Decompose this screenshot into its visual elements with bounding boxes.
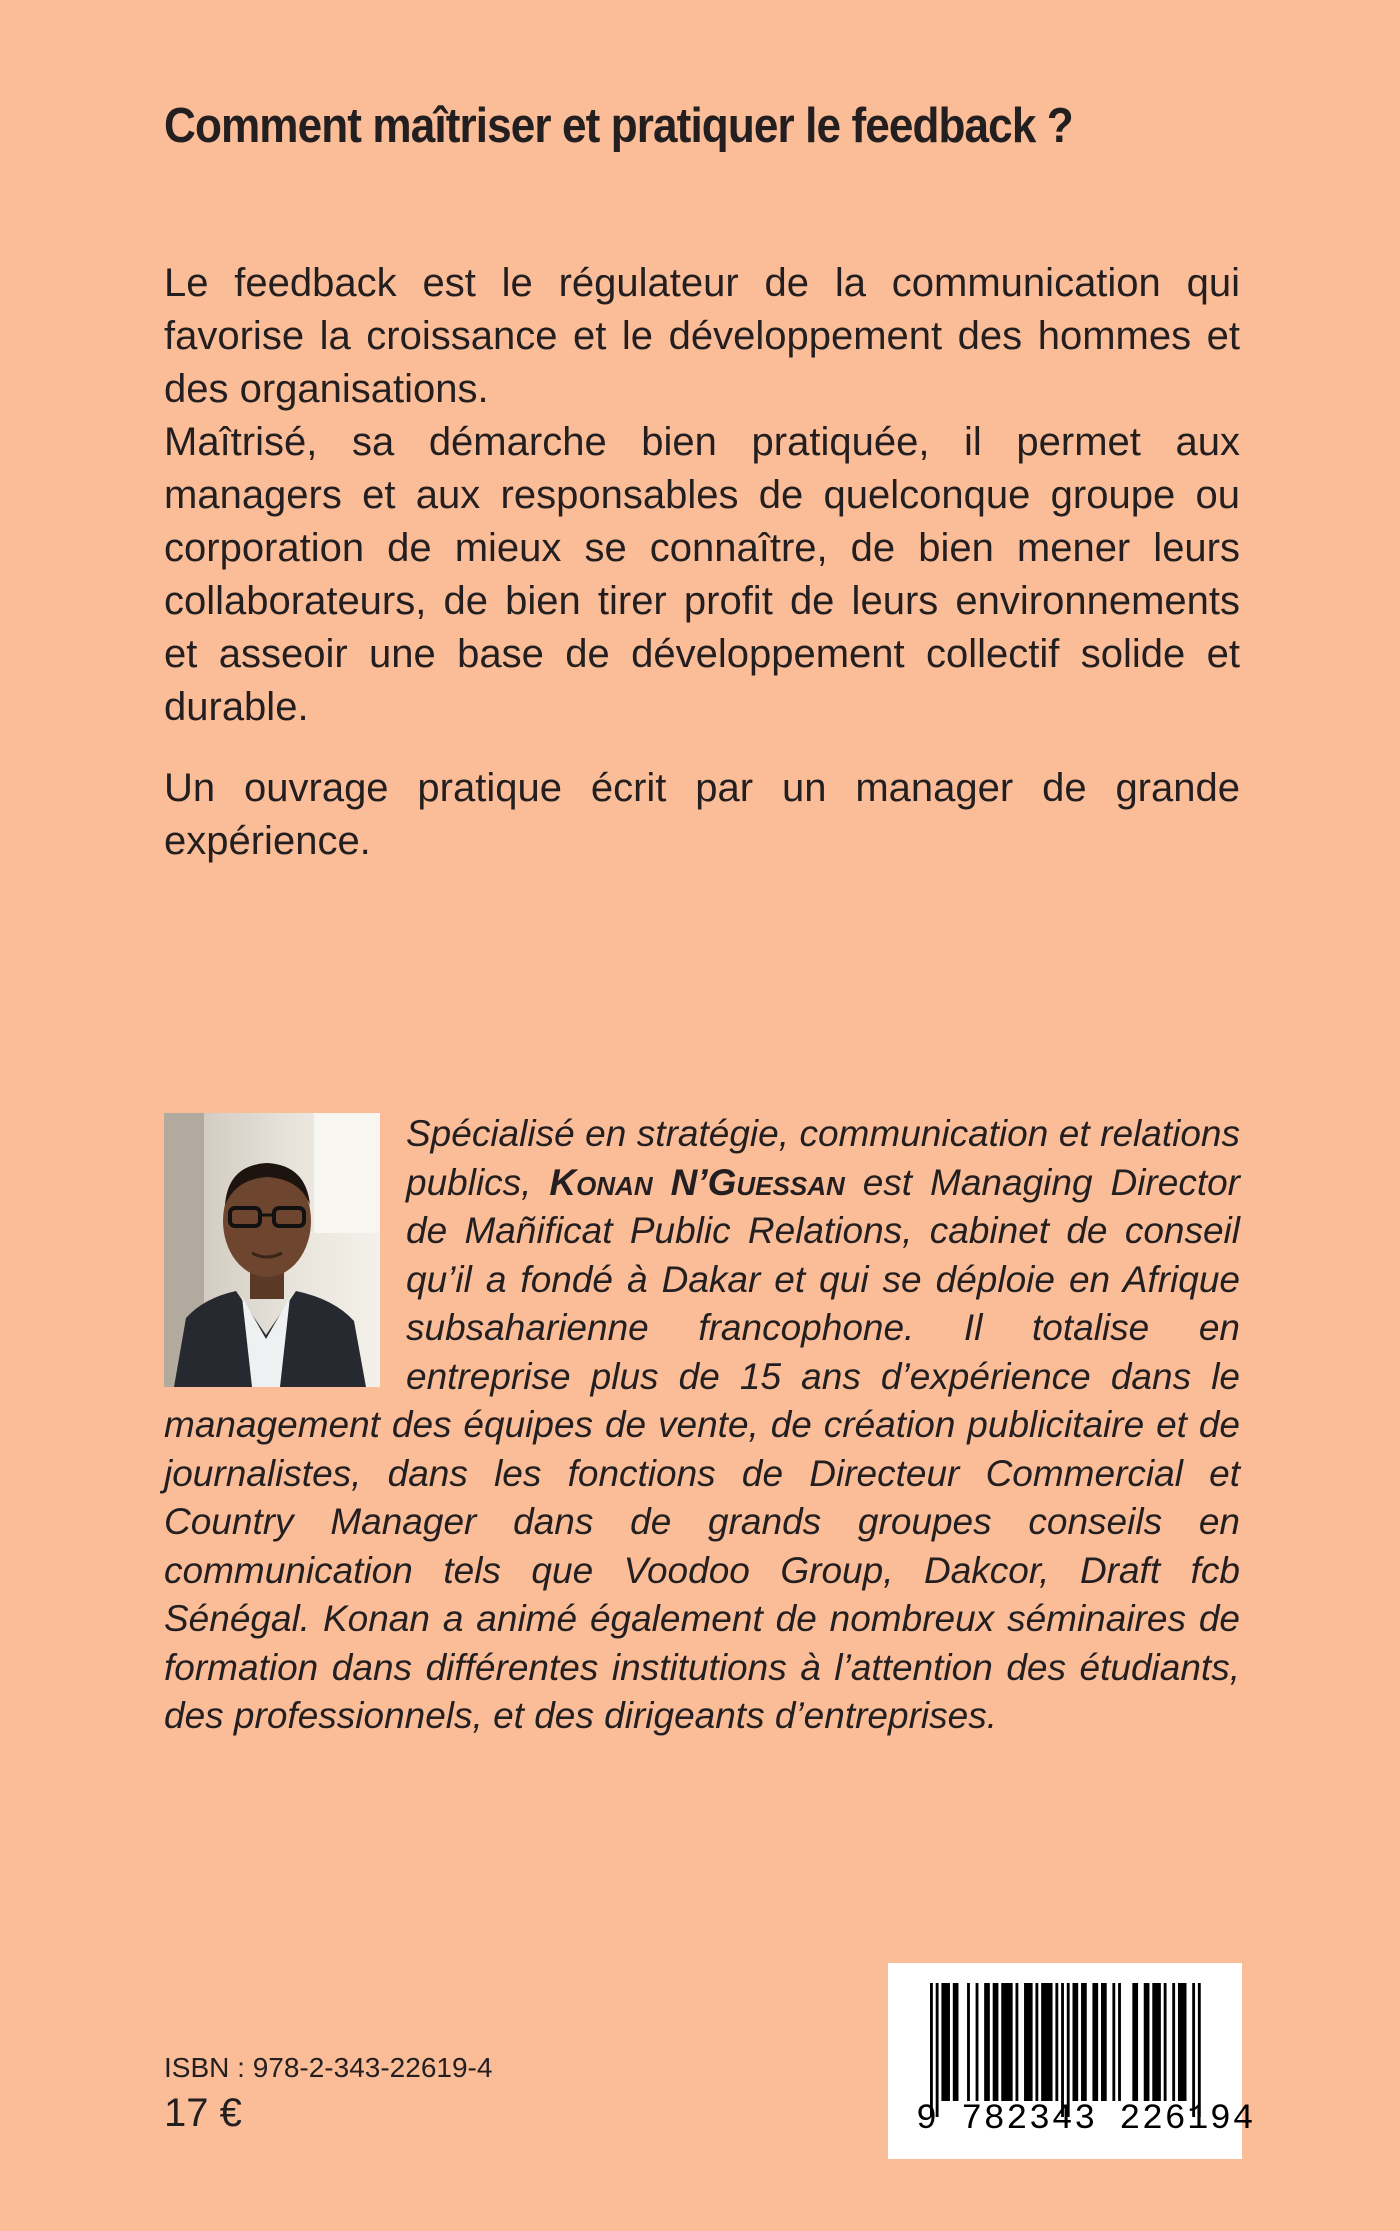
barcode-bar xyxy=(976,1983,979,2101)
barcode xyxy=(888,1963,1256,2159)
barcode-bar xyxy=(1118,1983,1121,2101)
isbn: ISBN : 978-2-343-22619-4 xyxy=(164,2052,493,2083)
book-title: Comment maîtriser et pratiquer le feedback ? xyxy=(164,99,1073,153)
barcode-bar xyxy=(1061,1983,1064,2117)
barcode-bar xyxy=(967,1983,970,2101)
barcode-bar xyxy=(1112,1983,1115,2101)
photo-window xyxy=(314,1113,380,1233)
barcode-bar xyxy=(1132,1983,1138,2101)
bio-text-intro: Spécialisé en stratégie, communication et relations publics, xyxy=(406,1113,1240,1203)
barcode-bar xyxy=(1172,1983,1175,2101)
intro-text xyxy=(164,257,1240,868)
barcode-bar xyxy=(1024,1983,1033,2101)
barcode-bar xyxy=(1035,1983,1038,2101)
barcode-bar xyxy=(993,1983,999,2101)
barcode-bar xyxy=(1081,1983,1087,2101)
barcode-bar xyxy=(1164,1983,1167,2101)
author-photo xyxy=(164,1113,380,1387)
barcode-bar xyxy=(953,1983,959,2101)
barcode-bar xyxy=(984,1983,990,2101)
barcode-bar xyxy=(1144,1983,1150,2101)
barcode-bar xyxy=(1001,1983,1012,2101)
author-bio xyxy=(164,1110,1240,1741)
barcode-bar xyxy=(1067,1983,1070,2117)
barcode-bar xyxy=(1198,1983,1201,2117)
barcode-bar xyxy=(1092,1983,1098,2101)
barcode-bar xyxy=(1178,1983,1187,2101)
barcode-bar xyxy=(1055,1983,1058,2101)
barcode-bar xyxy=(1152,1983,1161,2101)
intro-paragraph: Un ouvrage pratique écrit par un manager de grande expérience. xyxy=(164,766,1240,863)
barcode-digits: 9 782343 226194 xyxy=(916,2099,1256,2139)
barcode-bar xyxy=(941,1983,950,2101)
bio-text-body: est Managing Director de Mañificat Public Relations, cabinet de conseil qu’il a fondé à Dakar et qui se déploie en Afrique subsaharienne francophone. Il totalise en entreprise plus de 15 ans d’expérience dans le management des équipes de vente, de création publicitaire et de journalistes, dans les fonctions de Directeur Commercial et Country Manager dans de grands groupes conseils en communication tels que Voodoo Group, Dakcor, Draft fcb Sénégal. Konan a animé également de nombreux séminaires de formation dans différentes institutions à l’attention des étudiants, des professionnels, et des dirigeants d’entreprises. xyxy=(164,1161,1240,1736)
barcode-bar xyxy=(1016,1983,1019,2101)
barcode-bar xyxy=(1101,1983,1107,2101)
author-name: Konan N’Guessan xyxy=(549,1161,845,1203)
barcode-bar xyxy=(1192,1983,1195,2117)
barcode-bar xyxy=(1073,1983,1079,2101)
barcode-bar xyxy=(936,1983,939,2117)
intro-paragraph: Maîtrisé, sa démarche bien pratiquée, il permet aux managers et aux responsables de quelconque groupe ou corporation de mieux se connaître, de bien mener leurs collaborateurs, de bien tirer profit de leurs environnements et asseoir une base de développement collectif solide et durable. xyxy=(164,420,1240,729)
barcode-bar xyxy=(1041,1983,1052,2101)
barcode-bar xyxy=(930,1983,933,2117)
price: 17 € xyxy=(164,2091,242,2135)
intro-paragraph: Le feedback est le régulateur de la communication qui favorise la croissance et le développement des hommes et des organisations. xyxy=(164,261,1240,411)
